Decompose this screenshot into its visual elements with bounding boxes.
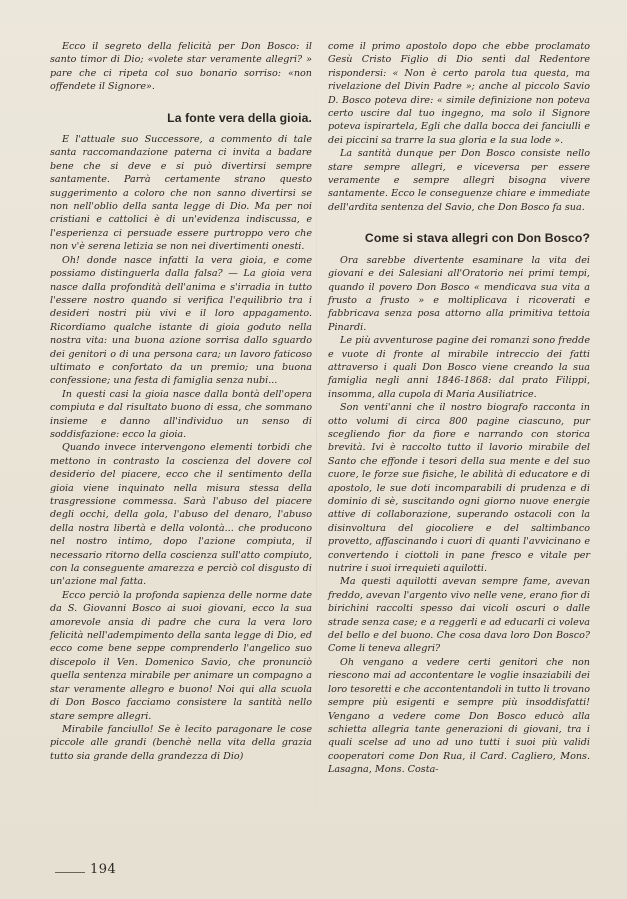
page-number-rule	[55, 872, 85, 873]
right-paragraph-1: come il primo apostolo dopo che ebbe proclamato Gesù Cristo Figlio di Dio sentì dal Redentore rispondersi: « Non è certo parola tua questa, ma rivelazione del Divin Padre »; anche al piccolo Savio D. Bosco poteva dire: « simile definizione non poteva certo uscire dal tuo ingegno, ma solo il Signore poteva ispirartela, Egli che dalla bocca dei fanciulli e dei piccini sa trarre la sua gloria e la sua lode ».	[328, 41, 590, 146]
right-paragraph-6: Ma questi aquilotti avevan sempre fame, avevan freddo, avevan l'argento vivo nelle vene, erano fior di birichini raccolti spesso dai vicoli oscuri o dalle strade senza case; e a reggerli e ad educarli ci voleva del bello e del buono. Che cosa dava loro Don Bosco? Come li teneva allegri?	[328, 576, 590, 655]
left-paragraph-3: In questi casi la gioia nasce dalla bontà dell'opera compiuta e dal risultato buono di essa, che sommano insieme e danno all'individuo un senso di soddisfazione: ecco la gioia.	[50, 388, 312, 440]
right-paragraph-4: Le più avventurose pagine dei romanzi sono fredde e vuote di fronte al mirabile intreccio dei fatti attraverso i quali Don Bosco viene creando la sua famiglia negli anni 1846-1868: dal prato Filippi, insomma, alla cupola di Maria Ausiliatrice.	[328, 335, 590, 400]
intro-paragraph: Ecco il segreto della felicità per Don Bosco: il santo timor di Dio; «volete star veramente allegri? » pare che ci ripeta col suo bonario sorriso: «non offendete il Signore».	[50, 41, 312, 93]
left-paragraph-1: E l'attuale suo Successore, a commento di tale santa raccomandazione paterna ci invita a badare bene che si deve e si può divertirsi sempre santamente. Parrà certamente strano questo suggerimento a coloro che non sanno divertirsi se non nell'oblio della santa legge di Dio. Ma per noi cristiani e cattolici è di un'evidenza indiscussa, e l'esperienza ci persuade essere purtroppo vero che non v'è serena letizia se non nei divertimenti onesti.	[50, 134, 312, 253]
right-column	[328, 40, 590, 777]
left-column	[50, 40, 312, 763]
column-gutter	[316, 30, 317, 870]
left-paragraph-4: Quando invece intervengono elementi torbidi che mettono in contrasto la coscienza del dovere col desiderio del piacere, ecco che il sentimento della gioia viene inquinato nella misura stessa della trasgressione commessa. Sarà l'abuso del piacere degli occhi, della gola, l'abuso del denaro, l'abuso della nostra libertà e della volontà... che producono nel nostro intimo, dopo l'azione compiuta, il necessario ritorno della coscienza sull'atto compiuto, con la conseguente amarezza e perciò col disgusto di un'azione mal fatta.	[50, 442, 312, 588]
left-paragraph-6: Mirabile fanciullo! Se è lecito paragonare le cose piccole alle grandi (benchè nella vita della grazia tutto sia grande della grandezza di Dio)	[50, 723, 312, 762]
right-paragraph-3: Ora sarebbe divertente esaminare la vita dei giovani e dei Salesiani all'Oratorio nei primi tempi, quando il povero Don Bosco « mendicava sua vita a frusto a frusto » e moltiplicava i ricoverati e fabbricava senza posa attorno alla primitiva tettoia Pinardi.	[328, 254, 590, 333]
right-paragraph-7: Oh vengano a vedere certi genitori che non riescono mai ad accontentare le voglie insaziabili dei loro tesoretti e che accontentandoli in tutto li trovano sempre più esigenti e sempre più insoddisfatti! Vengano a vedere come Don Bosco educò alla schietta allegria tante generazioni di giovani, tra i quali scelse ad uno ad uno tutti i suoi più validi cooperatori come Don Rua, il Card. Cagliero, Mons. Lasagna, Mons. Costa-	[328, 656, 590, 776]
left-paragraph-2: Oh! donde nasce infatti la vera gioia, e come possiamo distinguerla dalla falsa? — La gioia vera nasce dalla profondità dell'anima e s'irradia in tutto l'essere nostro quando si verifica l'equilibrio tra i desideri nostri più vivi e il loro appagamento. Ricordiamo qualche istante di gioia goduto nella nostra vita: una buona azione sorrisa dallo sguardo dei genitori o di una persona cara; un lavoro faticoso ultimato e confortato da un premio; una buona confessione; una festa di famiglia senza nubi...	[50, 254, 312, 387]
page-number: 194	[90, 862, 117, 877]
left-paragraph-5: Ecco perciò la profonda sapienza delle norme date da S. Giovanni Bosco ai suoi giovani, ecco la sua amorevole ansia di padre che cura la vera loro felicità nell'adempimento della santa legge di Dio, ed ecco come bene seppe comprenderlo l'angelico suo discepolo il Ven. Domenico Savio, che pronunciò quella sentenza mirabile per animare un compagno a star veramente allegro e buono! Noi qui alla scuola di Don Bosco facciamo consistere la santità nello stare sempre allegri.	[50, 589, 312, 722]
section-heading-allegri: Come si stava allegri con Don Bosco?	[364, 231, 590, 246]
right-paragraph-5: Son venti'anni che il nostro biografo racconta in otto volumi di circa 800 pagine ciascuno, pur scegliendo fior da fiore e narrando con storica brevità. Ivi è raccolto tutto il lavorio mirabile del Santo che effonde i tesori della sua mente e del suo cuore, le forze sue fisiche, le abilità di educatore e di apostolo, le sue doti incomparabili di prudenza e di dominio di sè, suscitando ogni giorno nuove energie attive di collaborazione, superando ostacoli con la disinvoltura del giocoliere e del saltimbanco provetto, affascinando i cuori di quanti l'avvicinano e convertendo i ciottoli in pane fresco e vitale per nutrire i suoi irrequieti aquilotti.	[328, 402, 590, 575]
section-heading-fonte: La fonte vera della gioia.	[167, 110, 312, 125]
right-paragraph-2: La santità dunque per Don Bosco consiste nello stare sempre allegri, e viceversa per essere veramente e sempre allegri bisogna vivere santamente. Ecco le conseguenze chiare e immediate dell'ardita sentenza del Savio, che Don Bosco fa sua.	[328, 148, 590, 213]
